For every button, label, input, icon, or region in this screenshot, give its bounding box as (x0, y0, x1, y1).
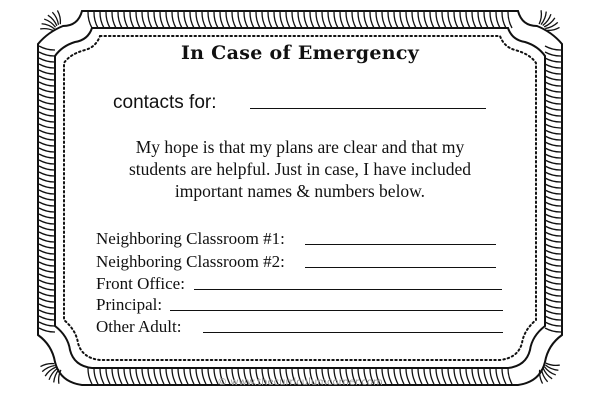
frame-stripe (545, 256, 561, 260)
copyright-notice: © www.thecurriculumcorner.com (217, 377, 383, 388)
frame-stripe (154, 12, 158, 28)
frame-stripe (352, 12, 356, 28)
frame-stripe (418, 12, 422, 28)
frame-stripe (412, 12, 416, 28)
field-blank-front-office (194, 289, 502, 290)
frame-stripe (238, 12, 242, 28)
frame-stripe (545, 286, 561, 290)
frame-stripe (545, 220, 561, 224)
frame-stripe (545, 88, 561, 92)
frame-stripe (382, 12, 386, 28)
frame-stripe (424, 12, 428, 28)
page-title: In Case of Emergency (180, 42, 420, 64)
frame-stripe (496, 12, 500, 28)
frame-stripe (178, 12, 182, 28)
frame-stripe (39, 118, 55, 122)
frame-stripe (292, 12, 296, 28)
frame-stripe (112, 12, 116, 28)
frame-stripe (545, 280, 561, 284)
frame-stripe (184, 12, 188, 28)
frame-stripe (220, 12, 224, 28)
frame-stripe (545, 322, 561, 326)
frame-stripe (545, 226, 561, 230)
frame-stripe (39, 130, 55, 134)
frame-stripe (136, 12, 140, 28)
frame-stripe (39, 238, 55, 242)
field-blank-neighboring-classroom-1 (305, 244, 496, 245)
frame-stripe (280, 12, 284, 28)
field-blank-neighboring-classroom-2 (305, 267, 496, 268)
frame-stripe (545, 124, 561, 128)
frame-stripe (124, 12, 128, 28)
frame-stripe (39, 82, 55, 86)
frame-stripe (166, 12, 170, 28)
frame-stripe (244, 12, 248, 28)
frame-stripe (39, 226, 55, 230)
frame-stripe (39, 298, 55, 302)
field-label-front-office: Front Office: (96, 274, 185, 293)
frame-stripe (460, 12, 464, 28)
frame-stripe (394, 12, 398, 28)
frame-stripe (208, 12, 212, 28)
frame-stripe (545, 328, 561, 332)
frame-stripe (545, 262, 561, 266)
frame-stripe (346, 12, 350, 28)
frame-stripe (502, 12, 506, 28)
frame-stripe (39, 76, 55, 80)
frame-stripe (39, 250, 55, 254)
frame-stripe (262, 12, 266, 28)
frame-stripe (545, 244, 561, 248)
frame-stripe (376, 12, 380, 28)
field-label-neighboring-classroom-2: Neighboring Classroom #2: (96, 252, 285, 271)
frame-stripe (286, 12, 290, 28)
frame-stripe (118, 12, 122, 28)
frame-stripe (545, 250, 561, 254)
frame-stripe (545, 214, 561, 218)
frame-stripe (388, 12, 392, 28)
intro-line: important names & numbers below. (174, 181, 426, 201)
frame-stripe (39, 310, 55, 314)
frame-stripe (545, 292, 561, 296)
frame-stripe (334, 12, 338, 28)
frame-stripe (130, 12, 134, 28)
frame-stripe (436, 12, 440, 28)
frame-stripe (202, 12, 206, 28)
frame-stripe (39, 328, 55, 332)
frame-stripe (364, 12, 368, 28)
frame-stripe (256, 12, 260, 28)
frame-stripe (88, 12, 92, 28)
frame-stripe (490, 12, 494, 28)
frame-stripe (545, 100, 561, 104)
frame-stripe (39, 256, 55, 260)
frame-stripe (545, 268, 561, 272)
frame-stripe (545, 208, 561, 212)
frame-stripe (545, 94, 561, 98)
frame-stripe (39, 64, 55, 68)
frame-stripe (39, 322, 55, 326)
frame-stripe (406, 12, 410, 28)
frame-stripe (39, 220, 55, 224)
frame-stripe (466, 12, 470, 28)
frame-stripe (268, 12, 272, 28)
field-blank-principal (170, 310, 503, 311)
frame-stripe (545, 238, 561, 242)
frame-stripe (545, 82, 561, 86)
frame-stripe (196, 12, 200, 28)
frame-stripe (546, 363, 560, 365)
frame-stripe (545, 64, 561, 68)
frame-stripe (39, 106, 55, 110)
field-label-principal: Principal: (96, 295, 163, 314)
frame-stripe (39, 124, 55, 128)
field-label-other-adult: Other Adult: (96, 317, 182, 336)
frame-stripe (226, 12, 230, 28)
frame-stripe (39, 70, 55, 74)
frame-stripe (39, 316, 55, 320)
frame-stripe (39, 88, 55, 92)
frame-stripe (100, 12, 104, 28)
frame-stripe (545, 298, 561, 302)
frame-stripe (328, 12, 332, 28)
frame-stripe (39, 208, 55, 212)
frame-stripe (39, 100, 55, 104)
frame-stripe (484, 12, 488, 28)
frame-stripe (39, 94, 55, 98)
intro-line: My hope is that my plans are clear and that my (135, 137, 465, 157)
frame-stripe (39, 202, 55, 206)
contacts-for-label: contacts for: (113, 92, 217, 113)
frame-stripe (545, 106, 561, 110)
frame-stripe (94, 12, 98, 28)
frame-stripe (232, 12, 236, 28)
frame-stripe (539, 10, 541, 24)
field-label-neighboring-classroom-1: Neighboring Classroom #1: (96, 229, 285, 248)
frame-stripe (39, 112, 55, 116)
frame-stripe (106, 12, 110, 28)
frame-stripe (472, 12, 476, 28)
frame-stripe (310, 12, 314, 28)
frame-stripe (214, 12, 218, 28)
frame-stripe (545, 130, 561, 134)
frame-stripe (298, 12, 302, 28)
frame-stripe (142, 12, 146, 28)
frame-stripe (172, 12, 176, 28)
frame-stripe (39, 214, 55, 218)
intro-line: students are helpful. Just in case, I have included (128, 159, 472, 179)
frame-stripe (508, 12, 512, 28)
frame-stripe (370, 12, 374, 28)
frame-stripe (478, 12, 482, 28)
frame-stripe (39, 286, 55, 290)
frame-stripe (545, 304, 561, 308)
frame-stripe (358, 12, 362, 28)
frame-stripe (274, 12, 278, 28)
frame-stripe (448, 12, 452, 28)
frame-stripe (545, 232, 561, 236)
frame-stripe (190, 12, 194, 28)
frame-stripe (430, 12, 434, 28)
frame-stripe (39, 244, 55, 248)
frame-stripe (39, 274, 55, 278)
frame-stripe (545, 274, 561, 278)
intro-paragraph (0, 136, 600, 202)
field-blank-other-adult (203, 332, 503, 333)
frame-stripe (160, 12, 164, 28)
frame-stripe (39, 304, 55, 308)
frame-stripe (545, 316, 561, 320)
frame-stripe (400, 12, 404, 28)
frame-stripe (39, 268, 55, 272)
frame-stripe (322, 12, 326, 28)
frame-stripe (250, 12, 254, 28)
contacts-for-blank-line (250, 108, 486, 109)
frame-stripe (545, 112, 561, 116)
frame-stripe (39, 262, 55, 266)
frame-stripe (39, 292, 55, 296)
frame-stripe (545, 70, 561, 74)
frame-stripe (304, 12, 308, 28)
frame-stripe (148, 12, 152, 28)
frame-stripe (316, 12, 320, 28)
frame-stripe (454, 12, 458, 28)
frame-stripe (39, 232, 55, 236)
frame-stripe (545, 76, 561, 80)
frame-stripe (340, 12, 344, 28)
frame-stripe (545, 310, 561, 314)
frame-stripe (545, 118, 561, 122)
frame-stripe (545, 202, 561, 206)
frame-stripe (39, 280, 55, 284)
frame-stripe (442, 12, 446, 28)
